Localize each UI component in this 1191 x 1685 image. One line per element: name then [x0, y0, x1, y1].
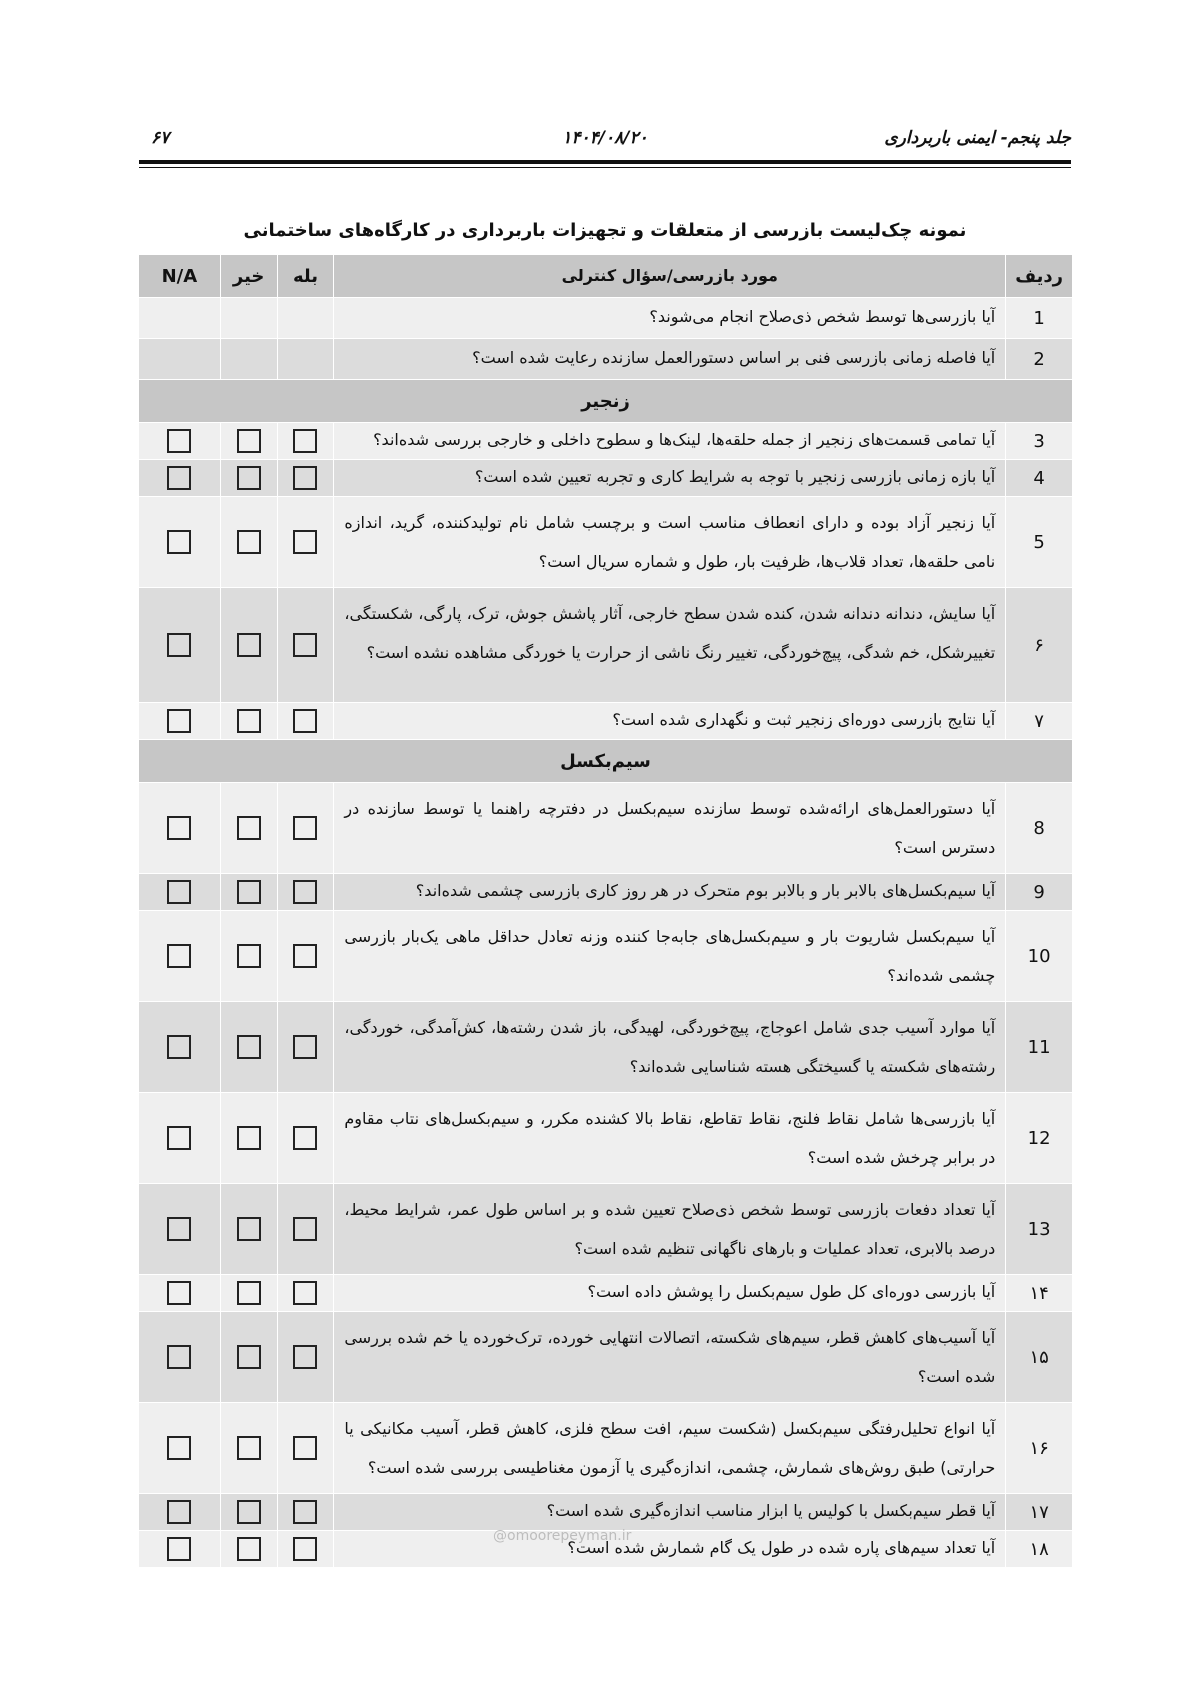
table-row [139, 339, 1072, 380]
cell-na [139, 1002, 220, 1092]
yes-checkbox[interactable] [293, 709, 317, 733]
row-number: 4 [1005, 460, 1072, 496]
row-number: 1 [1005, 298, 1072, 338]
yes-checkbox[interactable] [293, 1217, 317, 1241]
cell-na [139, 339, 220, 379]
cell-yes [277, 783, 334, 873]
table-row [139, 1275, 1072, 1312]
cell-na [139, 1312, 220, 1402]
no-checkbox[interactable] [237, 633, 261, 657]
na-checkbox[interactable] [167, 633, 191, 657]
row-number: ۱۸ [1005, 1531, 1072, 1567]
row-number: 8 [1005, 783, 1072, 873]
row-number: 13 [1005, 1184, 1072, 1274]
no-checkbox[interactable] [237, 1035, 261, 1059]
header-date: ۱۴۰۴/۰۸/۲۰ [562, 128, 648, 148]
cell-no [220, 703, 277, 739]
cell-na [139, 1531, 220, 1567]
row-number: 12 [1005, 1093, 1072, 1183]
question-text: آیا موارد آسیب جدی شامل اعوجاج، پیچ‌خوردگی، لهیدگی، باز شدن رشته‌ها، کش‌آمدگی، خوردگی، رشته‌های شکسته یا گسیختگی هسته شناسایی شده‌اند؟ [333, 1002, 1005, 1092]
na-checkbox[interactable] [167, 1035, 191, 1059]
na-checkbox[interactable] [167, 709, 191, 733]
yes-checkbox[interactable] [293, 530, 317, 554]
col-header-yes: بله [277, 255, 334, 297]
cell-yes [277, 423, 334, 459]
no-checkbox[interactable] [237, 1345, 261, 1369]
no-checkbox[interactable] [237, 944, 261, 968]
col-header-row: ردیف [1005, 255, 1072, 297]
na-checkbox[interactable] [167, 1217, 191, 1241]
section-title: سیم‌بکسل [560, 750, 651, 772]
question-text: آیا تمامی قسمت‌های زنجیر از جمله حلقه‌ها، لینک‌ها و سطوح داخلی و خارجی بررسی شده‌اند؟ [333, 423, 1005, 459]
section-title: زنجیر [581, 390, 630, 412]
row-number: 3 [1005, 423, 1072, 459]
row-number: ۷ [1005, 703, 1072, 739]
cell-yes [277, 1093, 334, 1183]
cell-yes [277, 588, 334, 702]
page-number: ۶۷ [151, 128, 170, 148]
table-row [139, 703, 1072, 740]
cell-no [220, 1002, 277, 1092]
question-text: آیا بازرسی دوره‌ای کل طول سیم‌بکسل را پوشش داده است؟ [333, 1275, 1005, 1311]
cell-yes [277, 298, 334, 338]
row-number: 10 [1005, 911, 1072, 1001]
na-checkbox[interactable] [167, 466, 191, 490]
yes-checkbox[interactable] [293, 944, 317, 968]
no-checkbox[interactable] [237, 709, 261, 733]
no-checkbox[interactable] [237, 1436, 261, 1460]
question-text: آیا سیم‌بکسل‌های بالابر بار و بالابر بوم متحرک در هر روز کاری بازرسی چشمی شده‌اند؟ [333, 874, 1005, 910]
cell-no [220, 1312, 277, 1402]
cell-no [220, 588, 277, 702]
yes-checkbox[interactable] [293, 633, 317, 657]
question-text: آیا تعداد دفعات بازرسی توسط شخص ذی‌صلاح تعیین شده و بر اساس طول عمر، شرایط محیط، درصد بالابری، تعداد عملیات و بارهای ناگهانی تنظیم شده است؟ [333, 1184, 1005, 1274]
cell-no [220, 874, 277, 910]
cell-no [220, 1531, 277, 1567]
cell-na [139, 298, 220, 338]
cell-no [220, 460, 277, 496]
yes-checkbox[interactable] [293, 1345, 317, 1369]
row-number: ۱۴ [1005, 1275, 1072, 1311]
cell-na [139, 783, 220, 873]
cell-yes [277, 460, 334, 496]
section-header [139, 740, 1072, 783]
table-body [139, 298, 1072, 1568]
header-rule-thin [139, 167, 1071, 168]
question-text: آیا بازرسی‌ها توسط شخص ذی‌صلاح انجام می‌شوند؟ [333, 298, 1005, 338]
cell-no [220, 1275, 277, 1311]
cell-yes [277, 1184, 334, 1274]
na-checkbox[interactable] [167, 944, 191, 968]
cell-na [139, 497, 220, 587]
cell-no [220, 298, 277, 338]
yes-checkbox[interactable] [293, 429, 317, 453]
table-row [139, 460, 1072, 497]
question-text: آیا زنجیر آزاد بوده و دارای انعطاف مناسب است و برچسب شامل نام تولیدکننده، گرید، اندازه نامی حلقه‌ها، تعداد قلاب‌ها، ظرفیت بار، طول و شماره سریال است؟ [333, 497, 1005, 587]
na-checkbox[interactable] [167, 816, 191, 840]
no-checkbox[interactable] [237, 429, 261, 453]
table-row [139, 497, 1072, 588]
book-title: جلد پنجم- ایمنی باربرداری [884, 128, 1071, 148]
na-checkbox[interactable] [167, 1500, 191, 1524]
cell-no [220, 497, 277, 587]
cell-na [139, 588, 220, 702]
cell-yes [277, 1312, 334, 1402]
table-row [139, 1312, 1072, 1403]
cell-no [220, 1403, 277, 1493]
question-text: آیا نتایج بازرسی دوره‌ای زنجیر ثبت و نگهداری شده است؟ [333, 703, 1005, 739]
cell-na [139, 1494, 220, 1530]
cell-yes [277, 874, 334, 910]
no-checkbox[interactable] [237, 466, 261, 490]
no-checkbox[interactable] [237, 1500, 261, 1524]
col-header-no: خیر [220, 255, 277, 297]
question-text: آیا بازرسی‌ها شامل نقاط فلنج، نقاط تقاطع، نقاط بالا کشنده مکرر، و سیم‌بکسل‌های نتاب مقاوم در برابر چرخش شده است؟ [333, 1093, 1005, 1183]
row-number: ۶ [1005, 588, 1072, 702]
cell-na [139, 703, 220, 739]
na-checkbox[interactable] [167, 530, 191, 554]
no-checkbox[interactable] [237, 1537, 261, 1561]
cell-na [139, 911, 220, 1001]
table-row [139, 588, 1072, 703]
row-number: 5 [1005, 497, 1072, 587]
table-header-row [139, 255, 1072, 298]
checklist-title: نمونه چک‌لیست بازرسی از متعلقات و تجهیزات باربرداری در کارگاه‌های ساختمانی [243, 220, 967, 241]
cell-yes [277, 339, 334, 379]
cell-yes [277, 497, 334, 587]
checklist-table [139, 255, 1072, 1568]
cell-na [139, 1275, 220, 1311]
cell-yes [277, 1531, 334, 1567]
question-text: آیا تعداد سیم‌های پاره شده در طول یک گام شمارش شده است؟ [333, 1531, 1005, 1567]
table-row [139, 783, 1072, 874]
question-text: آیا آسیب‌های کاهش قطر، سیم‌های شکسته، اتصالات انتهایی خورده، ترک‌خورده یا خم شده بررسی شده است؟ [333, 1312, 1005, 1402]
table-row [139, 911, 1072, 1002]
na-checkbox[interactable] [167, 1345, 191, 1369]
cell-na [139, 1184, 220, 1274]
yes-checkbox[interactable] [293, 1436, 317, 1460]
yes-checkbox[interactable] [293, 466, 317, 490]
yes-checkbox[interactable] [293, 816, 317, 840]
na-checkbox[interactable] [167, 1126, 191, 1150]
yes-checkbox[interactable] [293, 1537, 317, 1561]
cell-no [220, 1093, 277, 1183]
yes-checkbox[interactable] [293, 880, 317, 904]
na-checkbox[interactable] [167, 880, 191, 904]
yes-checkbox[interactable] [293, 1281, 317, 1305]
table-row [139, 1184, 1072, 1275]
cell-yes [277, 1002, 334, 1092]
table-row [139, 1002, 1072, 1093]
table-row [139, 1494, 1072, 1531]
no-checkbox[interactable] [237, 1281, 261, 1305]
yes-checkbox[interactable] [293, 1126, 317, 1150]
question-text: آیا فاصله زمانی بازرسی فنی بر اساس دستورالعمل سازنده رعایت شده است؟ [333, 339, 1005, 379]
row-number: ۱۶ [1005, 1403, 1072, 1493]
question-text: آیا قطر سیم‌بکسل با کولیس یا ابزار مناسب اندازه‌گیری شده است؟ [333, 1494, 1005, 1530]
cell-yes [277, 911, 334, 1001]
question-text: آیا بازه زمانی بازرسی زنجیر با توجه به شرایط کاری و تجربه تعیین شده است؟ [333, 460, 1005, 496]
row-number: 2 [1005, 339, 1072, 379]
cell-na [139, 423, 220, 459]
cell-na [139, 1093, 220, 1183]
no-checkbox[interactable] [237, 1217, 261, 1241]
na-checkbox[interactable] [167, 1436, 191, 1460]
watermark-text: @omoorepeyman.ir [493, 1528, 632, 1544]
row-number: 9 [1005, 874, 1072, 910]
no-checkbox[interactable] [237, 816, 261, 840]
na-checkbox[interactable] [167, 429, 191, 453]
cell-no [220, 1494, 277, 1530]
section-header [139, 380, 1072, 423]
question-text: آیا سایش، دندانه دندانه شدن، کنده شدن سطح خارجی، آثار پاشش جوش، ترک، پارگی، شکستگی، تغییرشکل، خم شدگی، پیچ‌خوردگی، تغییر رنگ ناشی از حرارت یا خوردگی مشاهده نشده است؟ [333, 588, 1005, 702]
na-checkbox[interactable] [167, 1537, 191, 1561]
col-header-question: مورد بازرسی/سؤال کنترلی [333, 255, 1005, 297]
cell-no [220, 1184, 277, 1274]
row-number: 11 [1005, 1002, 1072, 1092]
table-row [139, 874, 1072, 911]
cell-yes [277, 1494, 334, 1530]
no-checkbox[interactable] [237, 1126, 261, 1150]
question-text: آیا انواع تحلیل‌رفتگی سیم‌بکسل (شکست سیم، افت سطح فلزی، کاهش قطر، آسیب مکانیکی یا حرارتی) طبق روش‌های شمارش، چشمی، اندازه‌گیری یا آزمون مغناطیسی بررسی شده است؟ [333, 1403, 1005, 1493]
cell-na [139, 460, 220, 496]
col-header-na: N/A [161, 265, 198, 287]
table-row [139, 1403, 1072, 1494]
cell-na [139, 874, 220, 910]
row-number: ۱۵ [1005, 1312, 1072, 1402]
cell-no [220, 339, 277, 379]
yes-checkbox[interactable] [293, 1500, 317, 1524]
no-checkbox[interactable] [237, 880, 261, 904]
cell-no [220, 783, 277, 873]
cell-no [220, 423, 277, 459]
question-text: آیا سیم‌بکسل شاریوت بار و سیم‌بکسل‌های جابه‌جا کننده وزنه تعادل حداقل ماهی یک‌بار بازرسی چشمی شده‌اند؟ [333, 911, 1005, 1001]
cell-yes [277, 1275, 334, 1311]
yes-checkbox[interactable] [293, 1035, 317, 1059]
cell-no [220, 911, 277, 1001]
table-row [139, 423, 1072, 460]
row-number: ۱۷ [1005, 1494, 1072, 1530]
na-checkbox[interactable] [167, 1281, 191, 1305]
header-rule-thick [139, 160, 1071, 164]
question-text: آیا دستورالعمل‌های ارائه‌شده توسط سازنده سیم‌بکسل در دفترچه راهنما یا توسط سازنده در دسترس است؟ [333, 783, 1005, 873]
cell-na [139, 1403, 220, 1493]
no-checkbox[interactable] [237, 530, 261, 554]
cell-yes [277, 703, 334, 739]
cell-yes [277, 1403, 334, 1493]
table-row [139, 298, 1072, 339]
table-row [139, 1093, 1072, 1184]
page-header [139, 128, 1071, 152]
